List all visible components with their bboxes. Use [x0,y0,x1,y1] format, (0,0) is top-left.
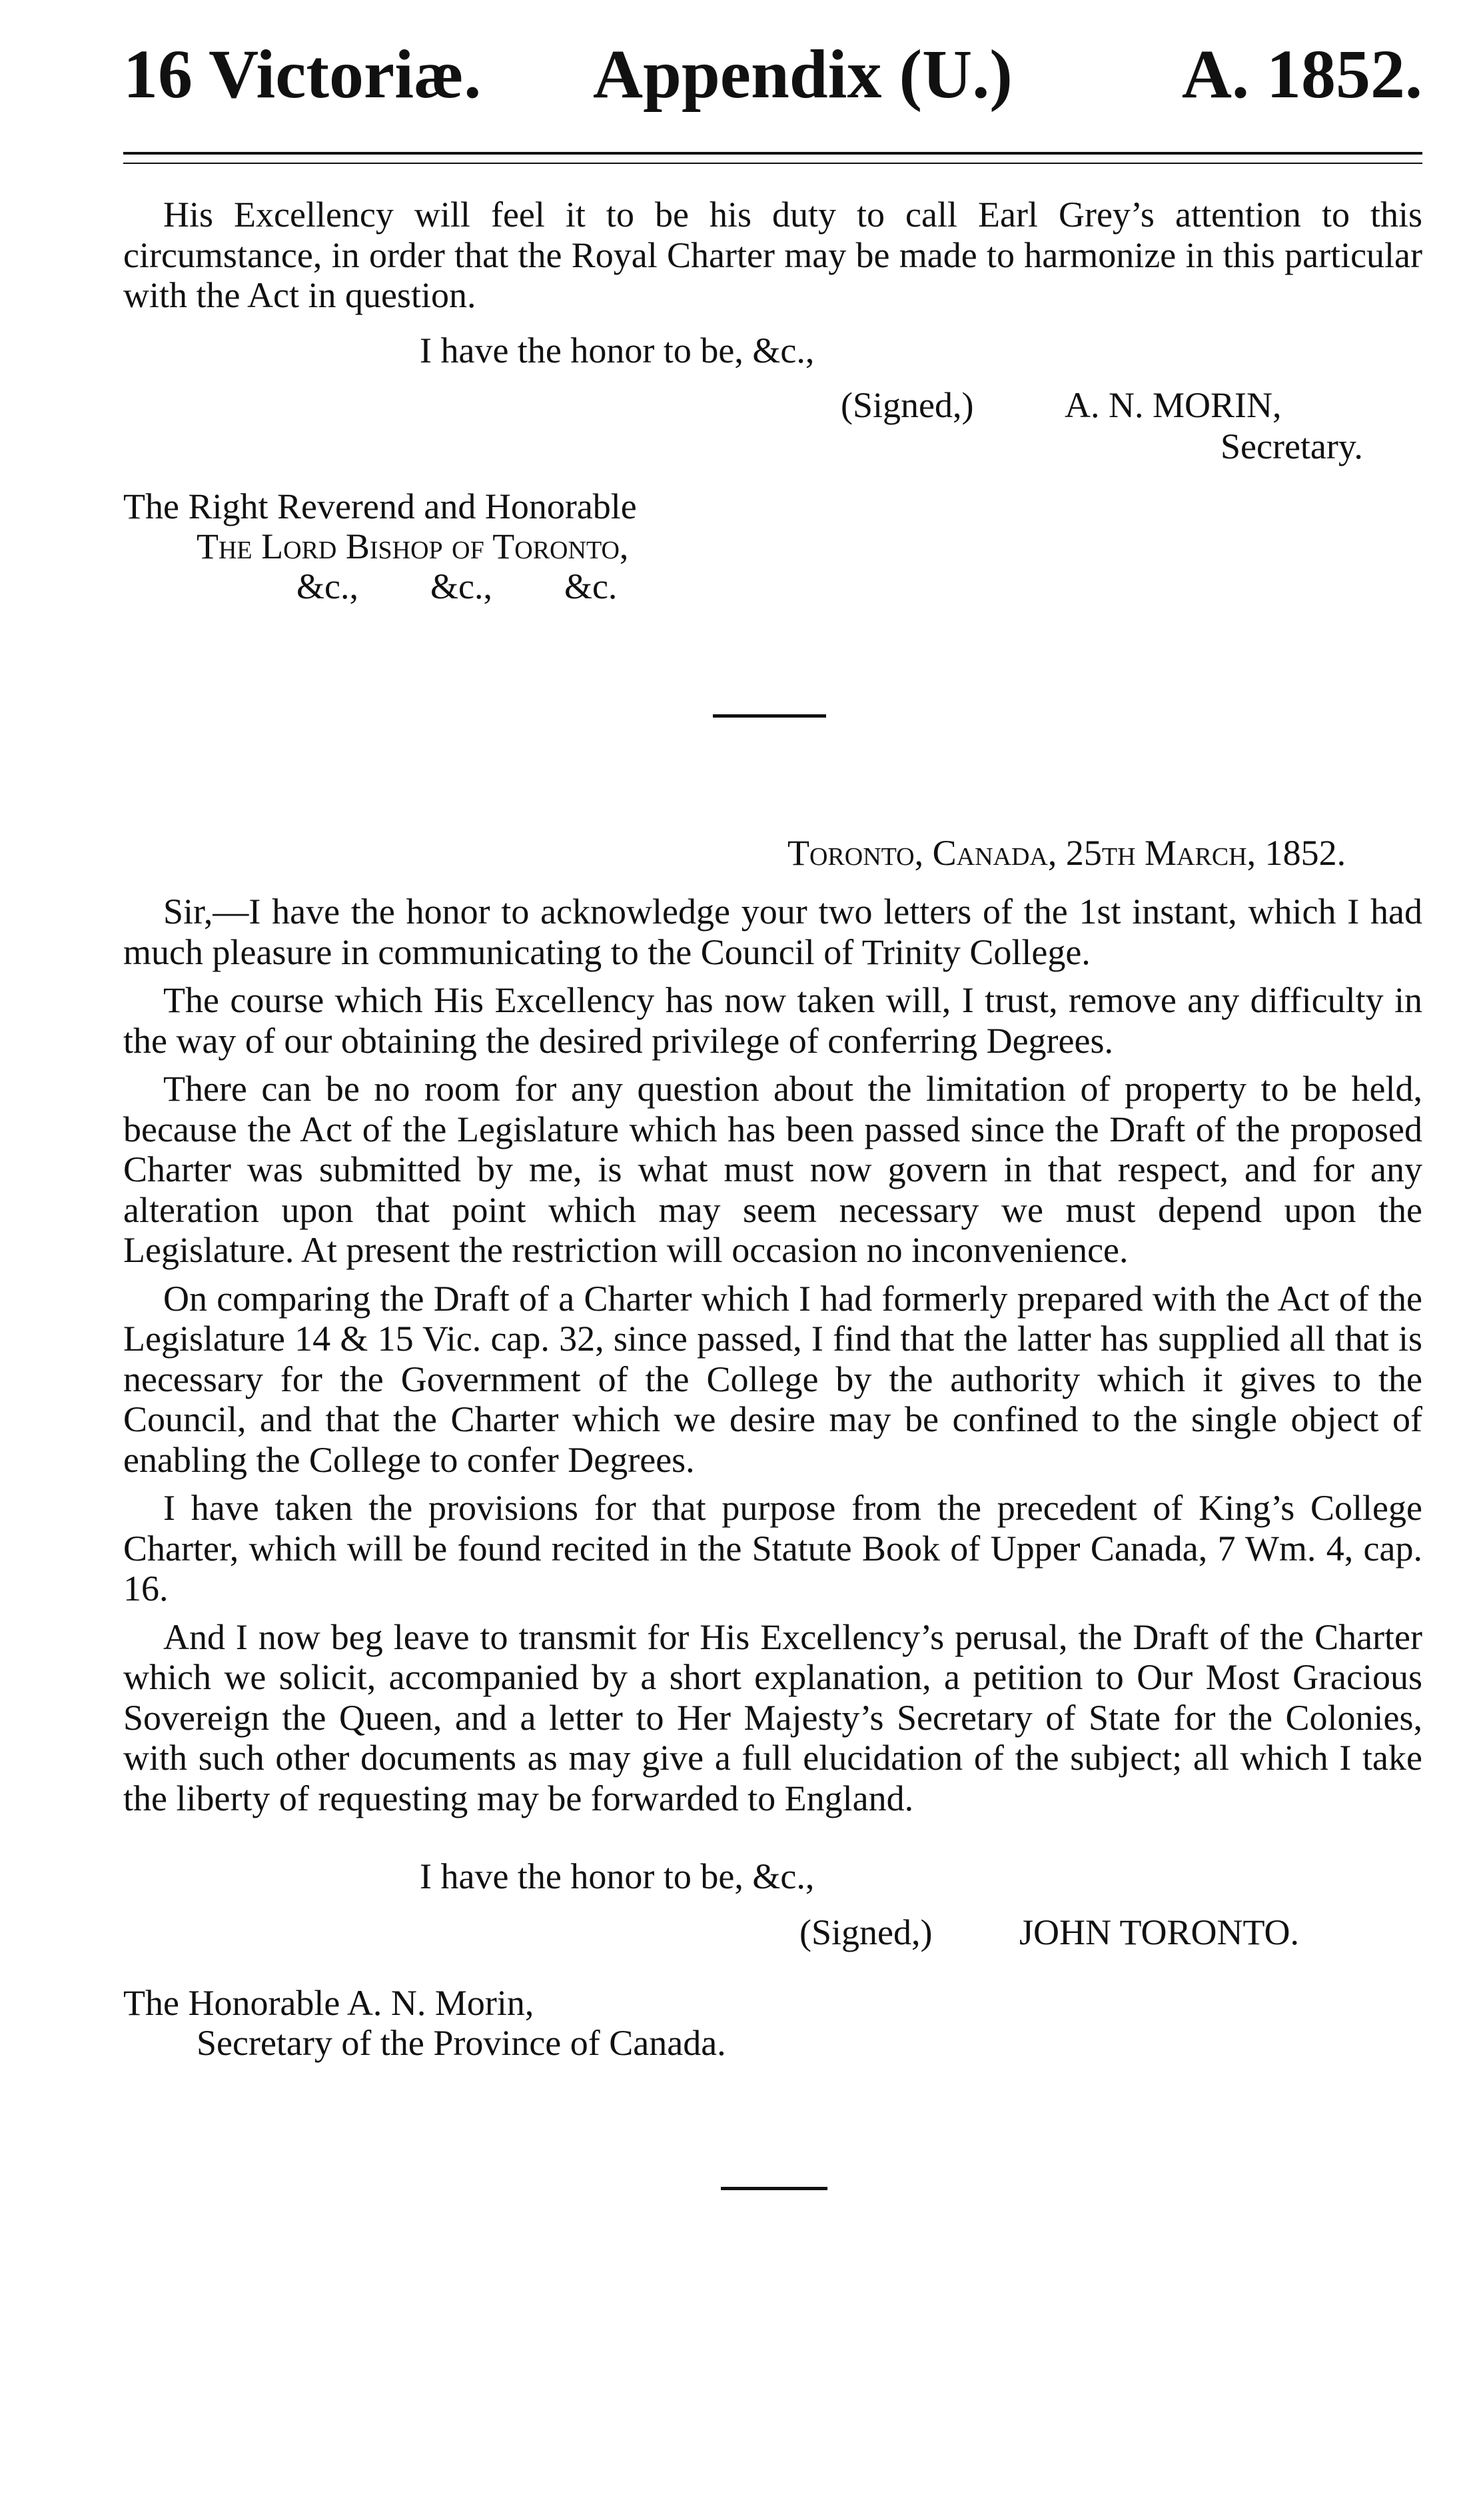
letter2-addressee-line2: Secretary of the Province of Canada. [197,2023,726,2063]
page-header [123,28,1422,121]
letter2-dateline: Toronto, Canada, 25th March, 1852. [787,833,1346,873]
letter2-paragraph: Sir,—I have the honor to acknowledge your two letters of the 1st instant, which I had much pleasure in communicating to the Council of Trinity College. [123,892,1422,972]
closing-separator-rule [721,2187,827,2190]
letter2-paragraph: On comparing the Draft of a Charter which I had formerly prepared with the Act of the Legislature 14 & 15 Vic. cap. 32, since passed, I find that the latter has supplied all that is necessary for the Government of the College by the authority which it gives to the Council, and that the Charter which we desire may be confined to the single object of enabling the College to confer Degrees. [123,1278,1422,1480]
letter1-body [123,195,1422,324]
section-separator-rule [713,714,826,718]
letter1-addressee-line3: &c., &c., &c. [296,566,618,606]
letter1-signer: A. N. MORIN, [1065,385,1282,425]
letter1-addressee-line1: The Right Reverend and Honorable [123,486,637,526]
letter1-addressee-line2: The Lord Bishop of Toronto, [197,526,629,566]
letter2-signer: JOHN TORONTO. [1019,1912,1300,1952]
letter1-signed: (Signed,) [841,385,974,425]
letter2-closing: I have the honor to be, &c., [420,1856,815,1896]
letter1-signer-title: Secretary. [1221,426,1363,466]
header-year: A. 1852. [1181,36,1422,113]
letter2-paragraph: There can be no room for any question about the limitation of property to be held, because the Act of the Legislature which has been passed since the Draft of the proposed Charter was submitted by me, is what must now govern in that respect, and for any alteration upon that point which may seem necessary we must depend upon the Legislature. At present the restriction will occasion no inconvenience. [123,1069,1422,1270]
letter2-addressee-line1: The Honorable A. N. Morin, [123,1983,534,2023]
header-session: 16 Victoriæ. [123,36,482,113]
letter1-paragraph: His Excellency will feel it to be his duty to call Earl Grey’s attention to this circumstance, in order that the Royal Charter may be made to harmonize in this particular with the Act in question. [123,195,1422,315]
letter2-paragraph: And I now beg leave to transmit for His Excellency’s perusal, the Draft of the Charter which we solicit, accompanied by a short explanation, a petition to Our Most Gracious Sovereign the Queen, and a letter to Her Majesty’s Secretary of State for the Colonies, with such other documents as may give a full elucidation of the subject; all which I take the liberty of requesting may be forwarded to England. [123,1616,1422,1818]
letter1-closing: I have the honor to be, &c., [420,330,815,370]
header-appendix: Appendix (U.) [593,36,1013,113]
letter2-signed: (Signed,) [799,1912,933,1952]
letter2-body [123,892,1422,1826]
letter2-paragraph: I have taken the provisions for that purpose from the precedent of King’s College Charter, which will be found recited in the Statute Book of Upper Canada, 7 Wm. 4, cap. 16. [123,1488,1422,1608]
header-double-rule [123,152,1422,164]
letter2-paragraph: The course which His Excellency has now taken will, I trust, remove any difficulty in the way of our obtaining the desired privilege of conferring Degrees. [123,980,1422,1061]
